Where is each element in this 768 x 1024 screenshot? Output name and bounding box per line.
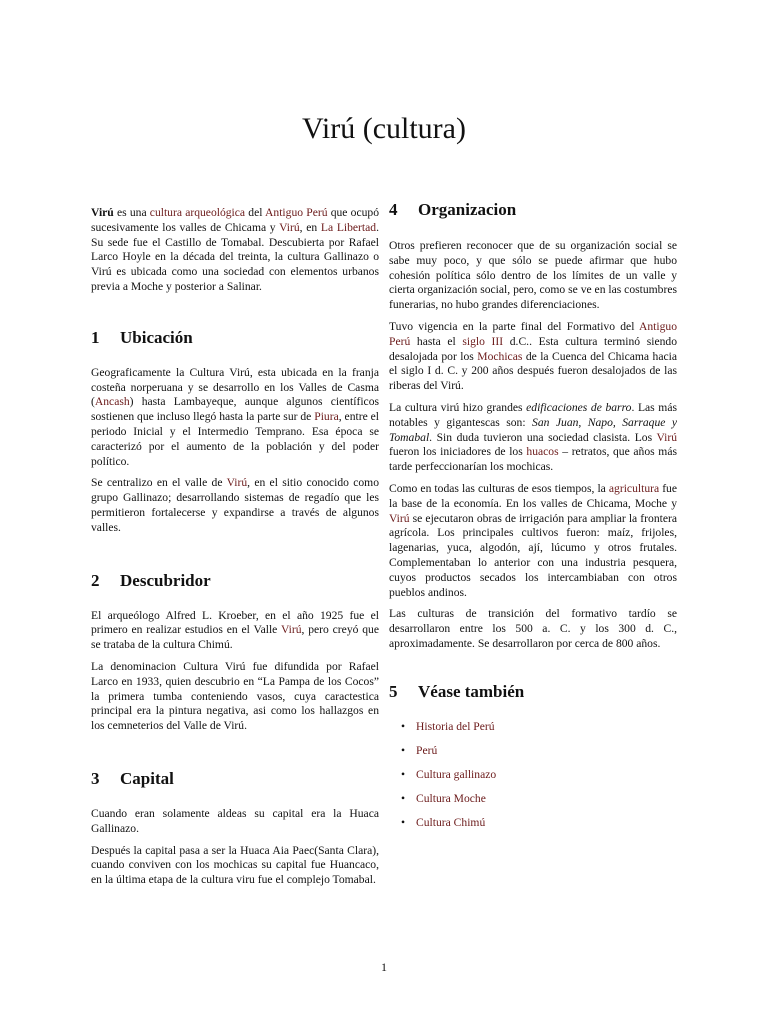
bullet-icon: • <box>401 743 406 757</box>
link-antiguo-peru[interactable]: Antiguo Perú <box>265 206 328 219</box>
link-viru[interactable]: Virú <box>279 220 300 234</box>
bullet-icon: • <box>401 719 406 733</box>
link-piura[interactable]: Piura <box>314 410 339 424</box>
link-ancash[interactable]: Ancash <box>94 395 130 409</box>
paragraph: Cuando eran solamente aldeas su capital era la Huaca Gallinazo. <box>91 806 379 835</box>
section-heading-vease-tambien: 5 Véase también <box>389 681 525 701</box>
paragraph: La denominacion Cultura Virú fue difundida por Rafael Larco en 1933, quien descubrio en “La Pampa de los Cocos” la primera tumba conteniendo vasos, cuya caractestica principal era la pintura negativa, asi como los hallazgos en los cemneterios del Valle de Virú. <box>91 659 379 733</box>
list-item <box>389 719 677 734</box>
section-heading-organizacion: 4 Organizacion <box>389 200 517 219</box>
link-viru[interactable]: Virú <box>280 623 302 637</box>
list-item <box>389 743 677 758</box>
paragraph: Otros prefieren reconocer que de su organización social se sabe muy poco, y que sólo se puede afirmar que hubo cohesión política sólo dentro de los límites de un valle y cierta organización social, pero, como se ve en las costumbres funerarias, no hubo grandes diferenciaciones. <box>389 239 677 312</box>
bullet-icon: • <box>401 815 406 829</box>
intro-bold-term: Virú <box>91 206 114 219</box>
bullet-icon: • <box>401 767 406 781</box>
page-number: 1 <box>381 960 387 974</box>
link-siglo-iii[interactable]: siglo III <box>462 334 504 348</box>
link-peru[interactable]: Perú <box>416 743 438 757</box>
link-viru[interactable]: Virú <box>656 430 677 444</box>
paragraph: Como en todas las culturas de esos tiempos, la agricultura fue la base de la economía. En los valles de Chicama, Moche y Virú se ejecutaron obras de irrigación para ampliar la frontera agrícola. Los principales cultivos fueron: maíz, frijoles, lagenarias, yuca, algodón, ají, lúcumo y otros frutales. Complementaban lo anterior con una industria pesquera, cuyos productos secados los intercambiaban con otros pueblos andinos. <box>389 481 678 599</box>
list-item <box>389 791 677 806</box>
paragraph: Las culturas de transición del formativo tardío se desarrollaron entre los 500 a. C. y los 300 d. C., aproximadamente. Se desarrollaron por cerca de 800 años. <box>389 607 677 650</box>
section-heading-descubridor: 2 Descubridor <box>91 570 211 590</box>
link-cultura-chimu[interactable]: Cultura Chimú <box>416 815 486 829</box>
section-heading-ubicacion: 1 Ubicación <box>91 327 193 347</box>
link-cultura-gallinazo[interactable]: Cultura gallinazo <box>416 767 497 781</box>
intro-paragraph: Virú es una cultura arqueológica del Antiguo Perú que ocupó sucesivamente los valles de Chicama y Virú, en La Libertad. Su sede fue el Castillo de Tomabal. Descubierta por Rafael Larco Hoyle en la década del treinta, la cultura Gallinazo o Virú es ubicada como una sociedad con elementos urbanos previa a Moche y posterior a Salinar. <box>91 206 379 293</box>
list-item <box>389 767 677 782</box>
link-la-libertad[interactable]: La Libertad <box>320 220 377 234</box>
section-heading-capital: 3 Capital <box>91 768 174 788</box>
paragraph: La cultura virú hizo grandes edificaciones de barro. Las más notables y gigantescas son: San Juan, Napo, Sarraque y Tomabal. Sin duda tuvieron una sociedad clasista. Los Virú fueron los iniciadores de los huacos – retratos, que años más tarde perfeccionarían los mochicas. <box>389 400 677 474</box>
link-antiguo-peru[interactable]: Antiguo Perú <box>389 319 677 348</box>
left-column <box>91 200 379 895</box>
paragraph: Se centralizo en el valle de Virú, en el sitio conocido como grupo Gallinazo; desarrollando sistemas de regadío que les permitieron fortalecerse y expandirse a través de algunos valles. <box>91 476 379 534</box>
page-title: Virú (cultura) <box>302 112 466 145</box>
paragraph: Después la capital pasa a ser la Huaca Aia Paec(Santa Clara), cuando conviven con los mochicas su capital fue Huancaco, en la última etapa de la cultura viru fue el complejo Tomabal. <box>91 843 379 887</box>
list-item <box>389 815 677 830</box>
right-column <box>389 200 677 839</box>
link-cultura-moche[interactable]: Cultura Moche <box>416 791 486 805</box>
link-historia-del-peru[interactable]: Historia del Perú <box>416 719 495 733</box>
link-viru[interactable]: Virú <box>389 511 410 525</box>
see-also-list <box>389 719 677 830</box>
link-viru[interactable]: Virú <box>226 476 248 490</box>
paragraph: Geograficamente la Cultura Virú, esta ubicada en la franja costeña norperuana y se desarrollo en los Valles de Casma (Ancash) hasta Lambayeque, aunque algunos científicos sostienen que incluso llegó hasta la parte sur de Piura, entre el periodo Inicial y el Intermedio Temprano. Esa época se caracterizó por el aumento de la población y del poder político. <box>91 365 379 468</box>
paragraph: El arqueólogo Alfred L. Kroeber, en el año 1925 fue el primero en realizar estudios en el Valle Virú, pero creyó que se trataba de la cultura Chimú. <box>91 608 379 652</box>
link-cultura-arqueologica[interactable]: cultura arqueológica <box>149 206 246 219</box>
paragraph: Tuvo vigencia en la parte final del Formativo del Antiguo Perú hasta el siglo III d.C.. Esta cultura terminó siendo desalojada por los Mochicas de la Cuenca del Chicama hacia el siglo I d. C. y 200 años después fueron desalojados de las riberas del Virú. <box>389 319 677 393</box>
link-huacos[interactable]: huacos <box>526 445 559 459</box>
link-agricultura[interactable]: agricultura <box>608 481 660 495</box>
link-mochicas[interactable]: Mochicas <box>477 349 523 363</box>
bullet-icon: • <box>401 791 406 805</box>
